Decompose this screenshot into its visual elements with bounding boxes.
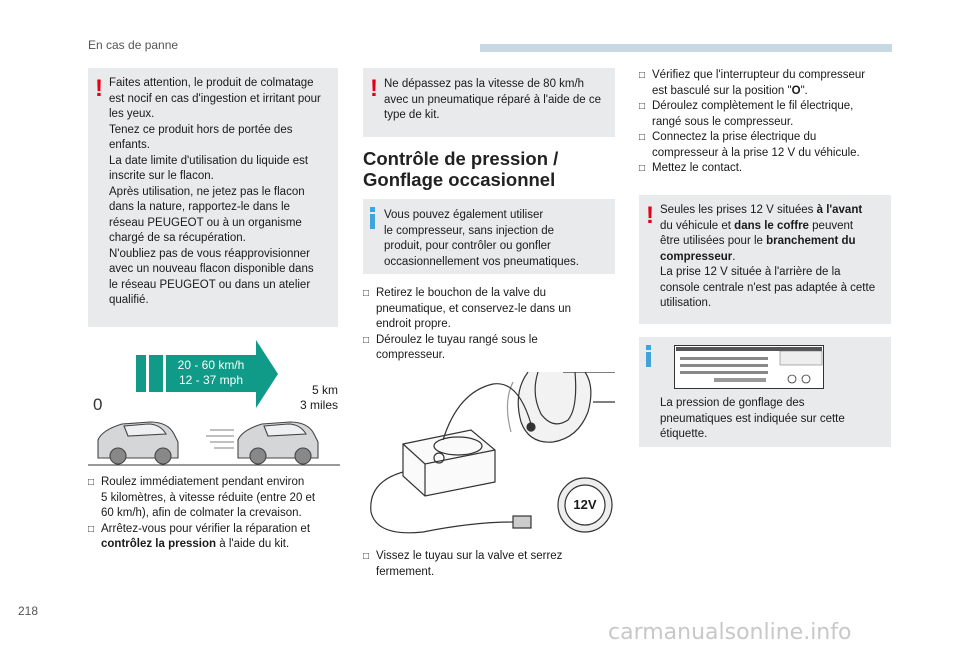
warning-line: dans la nature, rapportez-le dans le	[109, 201, 290, 213]
warning-line: réseau PEUGEOT ou à un organisme	[109, 216, 302, 229]
distance-miles-label: 3 miles	[299, 398, 338, 412]
checkbox-icon: □	[363, 334, 370, 346]
warning-box-12v: ! Seules les prises 12 V situées à l'avant du véhicule et dans le coffre peuvent être utilisées pour le branchement du compresseur. La prise 12 V située à l'arrière de la console centrale n'est pas adaptée à cette utilisation.	[639, 195, 891, 324]
warning-box-sealant	[88, 68, 338, 327]
warning-line: Après utilisation, ne jetez pas le flacon	[109, 185, 305, 198]
step-item: □ Mettez le contact.	[639, 161, 891, 177]
warning-line: La date limite d'utilisation du liquide est	[109, 154, 309, 167]
warning-icon: !	[95, 75, 103, 102]
checkbox-icon: □	[88, 523, 95, 535]
step-item: □ Vérifiez que l'interrupteur du compresseur est basculé sur la position "O".	[639, 69, 866, 97]
checkbox-icon: □	[639, 70, 646, 81]
warning-line: inscrite sur le flacon.	[109, 170, 214, 182]
warning-line: le réseau PEUGEOT ou dans un atelier	[109, 278, 311, 291]
step-item: □ Déroulez complètement le fil électrique, rangé sous le compresseur.	[639, 100, 854, 128]
watermark-logo: carmanualsonline.info	[608, 620, 852, 645]
warning-box-speed: ! Ne dépassez pas la vitesse de 80 km/h avec un pneumatique réparé à l'aide de ce type de kit.	[363, 68, 615, 137]
steps-list-col1	[88, 475, 340, 553]
tire-pressure-label-image	[674, 345, 824, 389]
checkbox-icon: □	[363, 551, 370, 562]
start-zero-label: 0	[93, 395, 103, 414]
step-item: □ Connectez la prise électrique du compresseur à la prise 12 V du véhicule.	[639, 131, 860, 159]
step-item: □ Retirez le bouchon de la valve du pneumatique, et conservez-le dans un endroit propre.	[363, 287, 571, 330]
driving-illustration	[88, 338, 340, 466]
info-box-compressor: Vous pouvez également utiliser le compresseur, sans injection de produit, pour contrôler ou gonfler occasionnellement vos pneumatiques.	[363, 199, 615, 274]
compressor-drawing	[363, 372, 615, 542]
warning-line: qualifié.	[109, 294, 149, 306]
step-item: □ Déroulez le tuyau rangé sous le compresseur.	[363, 333, 538, 361]
distance-km-label: 5 km	[311, 383, 338, 397]
checkbox-icon: □	[639, 132, 646, 143]
page-number: 218	[18, 604, 39, 618]
checkbox-icon: □	[639, 101, 646, 112]
info-icon	[370, 207, 375, 229]
checkbox-icon: □	[639, 163, 646, 174]
warning-line: Tenez ce produit hors de portée des	[109, 123, 293, 136]
warning-line: N'oubliez pas de vous réapprovisionner	[109, 247, 311, 260]
car-illustration	[98, 422, 178, 464]
speed-mph-label: 12 - 37 mph	[178, 373, 244, 387]
warning-line: les yeux.	[109, 108, 155, 120]
warning-line: Faites attention, le produit de colmatage	[109, 77, 314, 89]
section-title: En cas de panne	[88, 38, 179, 52]
step-item: □ Roulez immédiatement pendant environ 5 kilomètres, à vitesse réduite (entre 20 et 60 km/h), afin de colmater la crevaison.	[88, 476, 316, 519]
checkbox-icon: □	[88, 477, 95, 488]
warning-icon: !	[646, 202, 654, 229]
step-item: □ Vissez le tuyau sur la valve et serrez fermement.	[363, 550, 563, 578]
socket-12v-label: 12V	[573, 497, 597, 512]
header-bar	[480, 44, 892, 52]
info-icon	[646, 345, 651, 367]
steps-list-col3	[639, 68, 891, 177]
section-heading: Contrôle de pression / Gonflage occasionnel	[363, 148, 559, 190]
steps-list-col2-bottom	[363, 549, 615, 580]
checkbox-icon: □	[363, 288, 370, 299]
warning-line: chargé de sa récupération.	[109, 232, 246, 244]
warning-line: avec un nouveau flacon disponible dans	[109, 263, 314, 275]
steps-list-col2	[363, 286, 615, 364]
info-box-pressure-label: La pression de gonflage des pneumatiques est indiquée sur cette étiquette.	[639, 337, 891, 447]
warning-line: enfants.	[109, 139, 150, 151]
speed-kmh-label: 20 - 60 km/h	[177, 358, 245, 372]
step-item: □ Arrêtez-vous pour vérifier la réparation et contrôlez la pression à l'aide du kit.	[88, 522, 311, 550]
warning-icon: !	[370, 75, 378, 102]
warning-line: est nocif en cas d'ingestion et irritant pour	[109, 92, 321, 105]
car-illustration	[238, 422, 318, 464]
compressor-illustration	[363, 372, 615, 542]
